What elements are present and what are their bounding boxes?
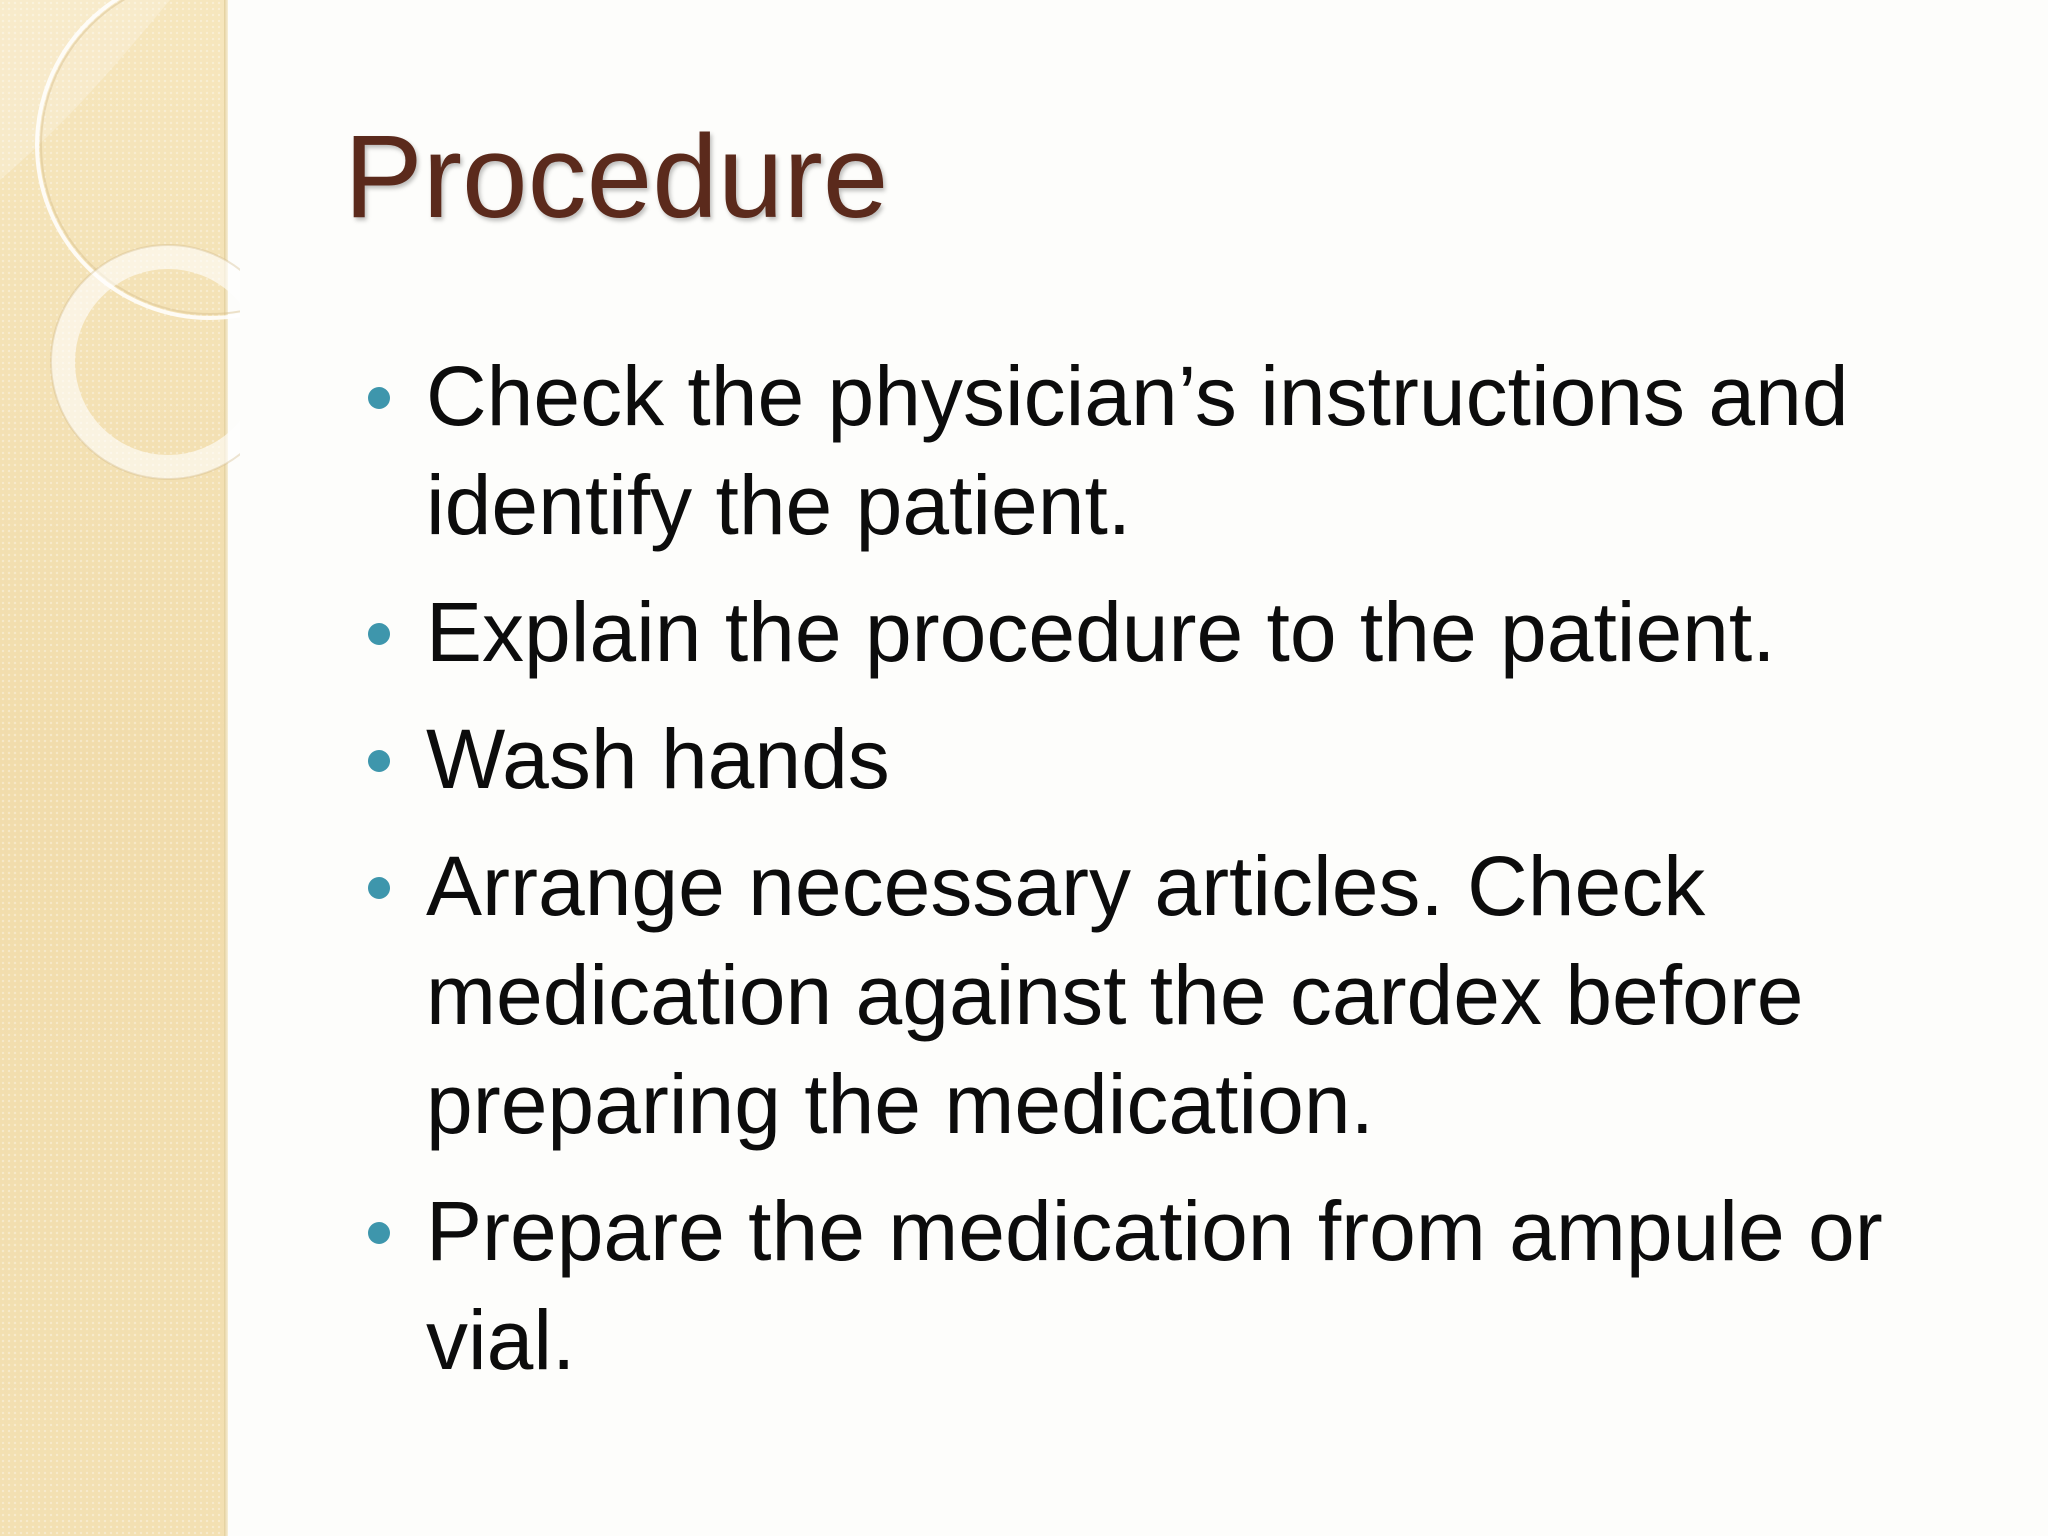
bullet-item [360,1177,2000,1395]
bullet-item [360,832,2000,1159]
bullet-text: Check the physician’s instructions and identify the patient. [426,349,1849,552]
bullet-item [360,578,2000,687]
bullet-circle-icon [368,750,390,772]
bullet-text: Explain the procedure to the patient. [426,585,1776,679]
slide-title: Procedure [344,111,889,243]
bullet-text: Wash hands [426,712,890,806]
bullet-circle-icon [368,1222,390,1244]
bullet-circle-icon [368,877,390,899]
bullet-circle-icon [368,387,390,409]
bullet-list [360,342,2000,1413]
bullet-circle-icon [368,623,390,645]
bullet-text: Arrange necessary articles. Check medication against the cardex before preparing the medication. [426,839,1804,1151]
bullet-text: Prepare the medication from ampule or vial. [426,1184,1883,1387]
bullet-item [360,705,2000,814]
bullet-item [360,342,2000,560]
ring-decoration-icon [0,0,240,520]
